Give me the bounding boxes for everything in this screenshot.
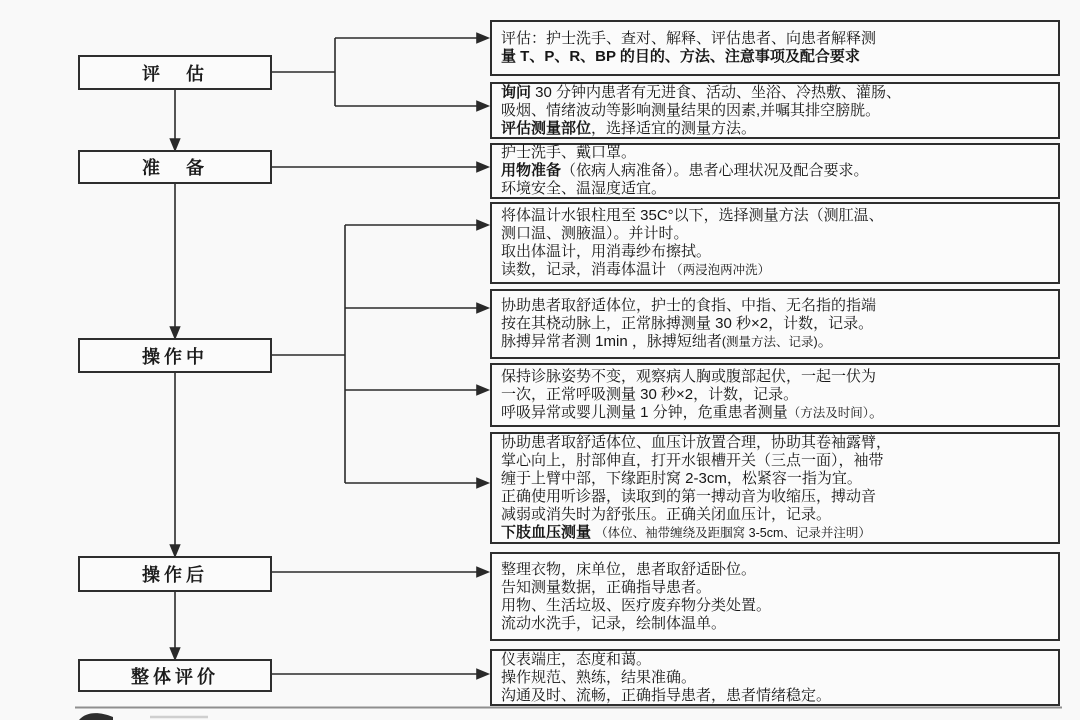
text-line: 减弱或消失时为舒张压。正确关闭血压计，记录。 — [501, 506, 832, 523]
text-line: 评估：护士洗手、查对、解释、评估患者、向患者解释测 — [501, 30, 877, 47]
stage-box-assess — [78, 55, 272, 90]
text-line: 取出体温计，用消毒纱布擦拭。 — [501, 243, 712, 260]
text-line: 护士洗手、戴口罩。 — [501, 144, 637, 161]
stage-label-during: 操作中 — [142, 346, 208, 367]
detail-box-after-care — [490, 552, 1060, 641]
text-line: 脉搏异常者测 1min ，脉搏短绌者(测量方法、记录)。 — [501, 333, 833, 350]
detail-box-temperature — [490, 202, 1060, 284]
detail-box-pulse — [490, 289, 1060, 359]
text-line: 读数，记录，消毒体温计 （两浸泡两冲洗） — [501, 261, 771, 278]
text-line: 告知测量数据，正确指导患者。 — [501, 578, 712, 596]
text-line: 呼吸异常或婴儿测量 1 分钟，危重患者测量（方法及时间）。 — [501, 404, 884, 421]
stage-box-prepare — [78, 150, 272, 184]
arrow-assess-to-prepare — [171, 90, 180, 150]
detail-box-blood-pressure — [490, 432, 1060, 544]
stage-box-during — [78, 338, 272, 373]
stage-box-overall — [78, 659, 272, 692]
text-line: 缠于上臂中部，下缘距肘窝 2-3cm，松紧容一指为宜。 — [501, 470, 862, 487]
stage-label-overall: 整体评价 — [131, 666, 219, 687]
text-line: 下肢血压测量 （体位、袖带缠绕及距腘窝 3-5cm、记录并注明） — [501, 524, 871, 541]
stage-label-assess: 评 估 — [142, 63, 208, 84]
text-line: 流动水洗手，记录，绘制体温单。 — [501, 614, 727, 632]
text-line: 环境安全、温湿度适宜。 — [501, 180, 667, 197]
text-line: 量 T、P、R、BP 的目的、方法、注意事项及配合要求 — [501, 48, 860, 65]
text-line: 沟通及时、流畅，正确指导患者，患者情绪稳定。 — [501, 686, 832, 704]
detail-box-prepare-items — [490, 143, 1060, 199]
detail-box-assess-ask — [490, 82, 1060, 139]
arrow-overall-detail — [272, 670, 488, 679]
stage-label-prepare: 准 备 — [142, 158, 208, 178]
stage-label-after: 操作后 — [142, 565, 208, 585]
text-line: 仪表端庄，态度和蔼。 — [501, 650, 652, 668]
text-line: 掌心向上，肘部伸直，打开水银槽开关（三点一面），袖带 — [501, 452, 884, 469]
text-line: 正确使用听诊器，读取到的第一搏动音为收缩压，搏动音 — [501, 488, 877, 505]
text-line: 询问 30 分钟内患者有无进食、活动、坐浴、冷热敷、灌肠、 — [501, 83, 902, 101]
text-line: 评估测量部位，选择适宜的测量方法。 — [501, 119, 757, 137]
branch-assess — [272, 34, 488, 111]
text-line: 将体温计水银柱甩至 35C°以下，选择测量方法（测肛温、 — [501, 207, 884, 224]
text-line: 整理衣物，床单位，患者取舒适卧位。 — [501, 560, 757, 578]
arrow-prepare-detail — [272, 163, 488, 172]
text-line: 保持诊脉姿势不变，观察病人胸或腹部起伏，一起一伏为 — [501, 368, 877, 385]
text-line: 吸烟、情绪波动等影响测量结果的因素,并嘱其排空膀胱。 — [501, 101, 881, 119]
stage-box-after — [78, 556, 272, 592]
text-line: 用物、生活垃圾、医疗废弃物分类处置。 — [501, 596, 772, 614]
text-line: 测口温、测腋温）。并计时。 — [501, 225, 689, 242]
text-line: 协助患者取舒适体位、血压计放置合理，协助其卷袖露臂， — [501, 434, 892, 451]
detail-box-respiration — [490, 363, 1060, 427]
arrow-prepare-to-during — [171, 184, 180, 338]
text-line: 一次，正常呼吸测量 30 秒×2，计数，记录。 — [501, 386, 799, 403]
text-line: 按在其桡动脉上，正常脉搏测量 30 秒×2，计数，记录。 — [501, 315, 874, 332]
text-line: 用物准备（依病人病准备）。患者心理状况及配合要求。 — [501, 162, 869, 179]
arrow-after-to-overall — [171, 592, 180, 659]
text-line: 协助患者取舒适体位，护士的食指、中指、无名指的指端 — [501, 297, 877, 314]
cropped-artifact — [79, 713, 113, 720]
text-line: 操作规范、熟练，结果准确。 — [501, 668, 697, 686]
detail-box-assess-explain — [490, 20, 1060, 76]
arrow-during-to-after — [171, 373, 180, 556]
detail-box-overall-eval — [490, 649, 1060, 706]
branch-during — [272, 221, 488, 488]
arrow-after-detail — [272, 568, 488, 577]
